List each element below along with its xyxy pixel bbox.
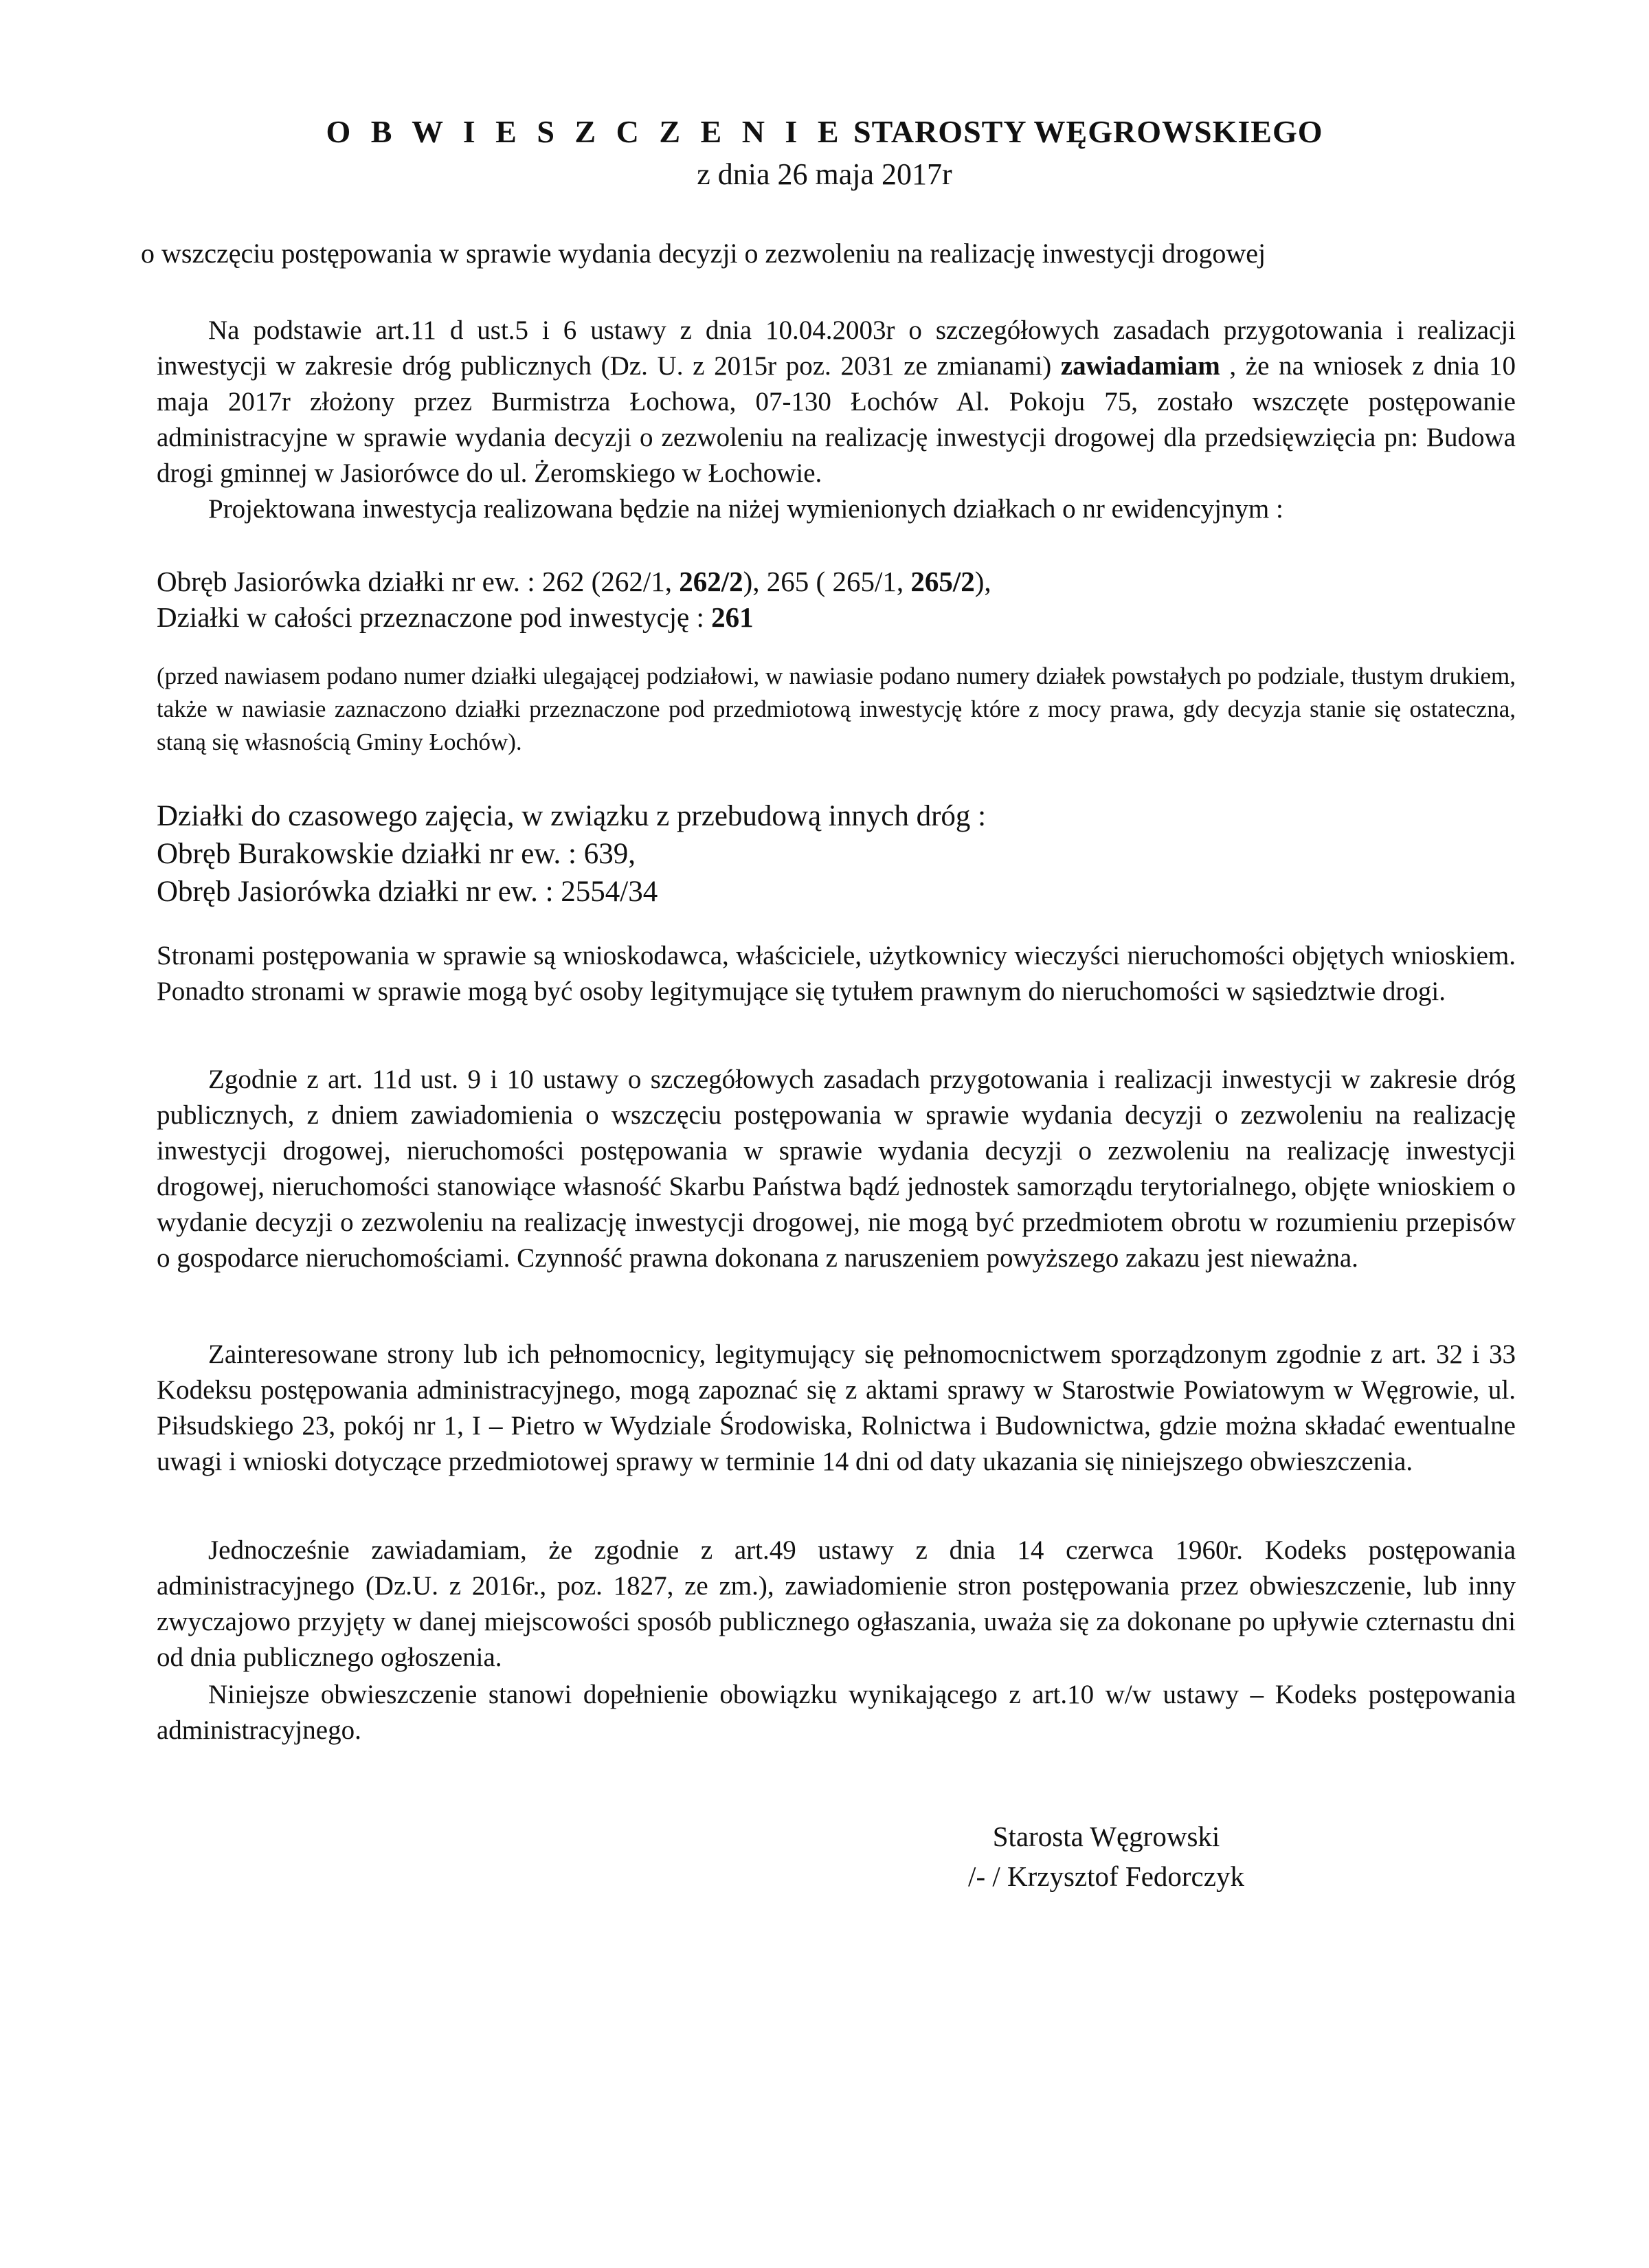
parcel-bold-262-2: 262/2 xyxy=(679,566,743,597)
paragraph-art49: Jednocześnie zawiadamiam, że zgodnie z art.49 ustawy z dnia 14 czerwca 1960r. Kodeks postępowania administracyjnego (Dz.U. z 2016r., poz. 1827, ze zm.), zawiadomienie stron postępowania przez obwieszczenie, lub inny zwyczajowo przyjęty w danej miejscowości sposób publicznego ogłaszania, uważa się za dokonane po upływie czternastu dni od dnia publicznego ogłoszenia. xyxy=(157,1535,1516,1672)
temporary-heading: Działki do czasowego zajęcia, w związku z przebudową innych dróg : xyxy=(157,800,987,832)
document-subject: o wszczęciu postępowania w sprawie wydania decyzji o zezwoleniu na realizację inwestycji drogowej xyxy=(141,238,1266,269)
legal-basis-intro: Na podstawie art.11 d ust.5 i 6 ustawy z dnia 10.04.2003r o szczegółowych zasadach przygotowania i realizacji inwestycji w zakresie dróg publicznych (Dz. U. z 2015r poz. 2031 ze zmianami) xyxy=(157,315,1516,381)
temporary-parcels xyxy=(157,797,1516,911)
parcels-line-jasiorowka xyxy=(157,564,1516,599)
document-title xyxy=(0,113,1649,150)
paragraph-art11d: Zgodnie z art. 11d ust. 9 i 10 ustawy o szczegółowych zasadach przygotowania i realizacji inwestycji w zakresie dróg publicznych, z dniem zawiadomienia o wszczęciu postępowania w sprawie wydania decyzji o zezwoleniu na realizację inwestycji drogowej, nieruchomości postępowania w sprawie wydania decyzji o zezwoleniu na realizację inwestycji drogowej, nieruchomości stanowiące własność Skarbu Państwa bądź jednostek samorządu terytorialnego, objęte wnioskiem o wydanie decyzji o zezwoleniu na realizację inwestycji drogowej, nie mogą być przedmiotem obrotu w rozumieniu przepisów o gospodarce nieruchomościami. Czynność prawna dokonana z naruszeniem powyższego zakazu jest nieważna. xyxy=(157,1065,1516,1273)
document-date: z dnia 26 maja 2017r xyxy=(697,157,952,191)
parcels-note: (przed nawiasem podano numer działki ulegającej podziałowi, w nawiasie podano numery działek powstałych po podziale, tłustym drukiem, także w nawiasie zaznaczono działki przeznaczone pod przedmiotową inwestycję które z mocy prawa, gdy decyzja stanie się ostateczna, staną się własnością Gminy Łochów). xyxy=(157,663,1516,755)
paragraph-parties: Stronami postępowania w sprawie są wnioskodawca, właściciele, użytkownicy wieczyści nieruchomości objętych wnioskiem. Ponadto stronami w sprawie mogą być osoby legitymujące się tytułem prawnym do nieruchomości w sąsiedztwie drogi. xyxy=(157,941,1516,1006)
parcels-line-whole xyxy=(157,599,1516,635)
paragraph-final: Niniejsze obwieszczenie stanowi dopełnienie obowiązku wynikającego z art.10 w/w ustawy – Kodeks postępowania administracyjnego. xyxy=(157,1680,1516,1745)
parcel-bold-265-2: 265/2 xyxy=(910,566,975,597)
signature-office: Starosta Węgrowski xyxy=(992,1821,1220,1852)
parcels-line1-mid: ), 265 ( 265/1, xyxy=(743,566,911,597)
paragraph-interested-parties: Zainteresowane strony lub ich pełnomocnicy, legitymujący się pełnomocnictwem sporządzonym zgodnie z art. 32 i 33 Kodeksu postępowania administracyjnego, mogą zapoznać się z aktami sprawy w Starostwie Powiatowym w Węgrowie, ul. Piłsudskiego 23, pokój nr 1, I – Pietro w Wydziale Środowiska, Rolnictwa i Budownictwa, gdzie można składać ewentualne uwagi i wnioski dotyczące przedmiotowej sprawy w terminie 14 dni od daty ukazania się niniejszego obwieszczenia. xyxy=(157,1339,1516,1476)
title-authority: STAROSTY WĘGROWSKIEGO xyxy=(853,114,1323,149)
parcels-line1-suffix: ), xyxy=(974,566,991,597)
signature-block xyxy=(907,1816,1305,1896)
temporary-line-jasiorowka: Obręb Jasiorówka działki nr ew. : 2554/34 xyxy=(157,876,658,908)
title-announcement: O B W I E S Z C Z E N I E xyxy=(326,114,845,149)
paragraph-legal-basis xyxy=(157,313,1516,527)
parcels-intro: Projektowana inwestycja realizowana będzie na niżej wymienionych działkach o nr ewidencyjnym : xyxy=(208,494,1283,524)
notify-word: zawiadamiam xyxy=(1060,351,1220,381)
parcels-list xyxy=(157,564,1516,635)
parcels-line2-prefix: Działki w całości przeznaczone pod inwestycję : xyxy=(157,601,712,633)
legal-basis-rest: , że na wniosek z dnia 10 maja 2017r złożony przez Burmistrza Łochowa, 07-130 Łochów Al. Pokoju 75, zostało wszczęte postępowanie administracyjne w sprawie wydania decyzji o zezwoleniu na realizację inwestycji drogowej dla przedsięwzięcia pn: Budowa drogi gminnej w Jasiorówce do ul. Żeromskiego w Łochowie. xyxy=(157,351,1516,488)
parcel-bold-261: 261 xyxy=(711,601,754,633)
signature-name: /- / Krzysztof Fedorczyk xyxy=(968,1860,1244,1892)
temporary-line-burakowskie: Obręb Burakowskie działki nr ew. : 639, xyxy=(157,838,636,870)
parcels-line1-prefix: Obręb Jasiorówka działki nr ew. : 262 (262/1, xyxy=(157,566,680,597)
